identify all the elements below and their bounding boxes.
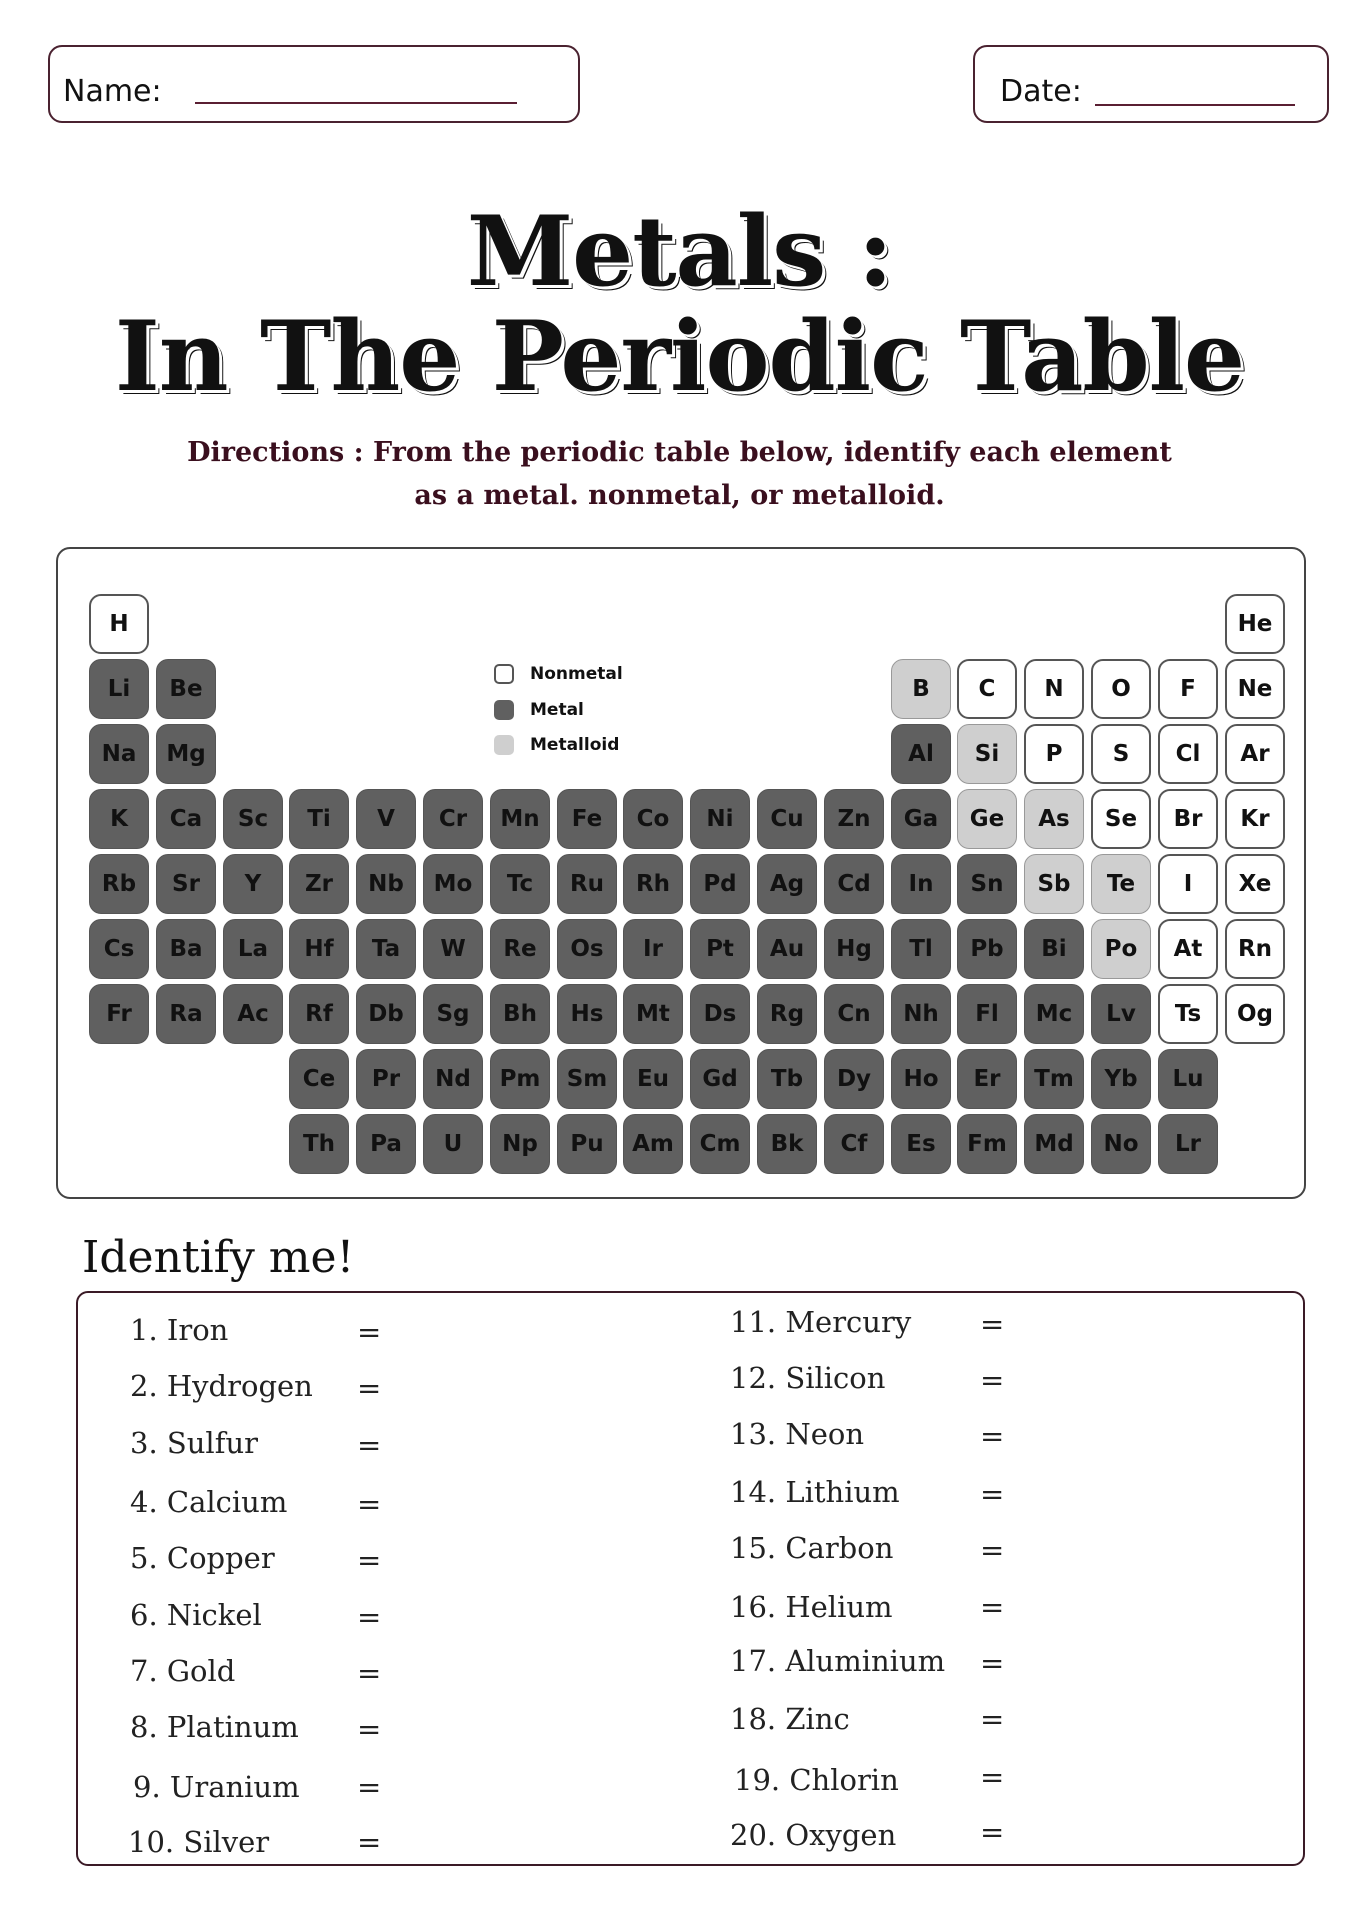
question-item: 11. Mercury bbox=[730, 1305, 912, 1339]
element-hg: Hg bbox=[824, 919, 884, 979]
element-md: Md bbox=[1024, 1114, 1084, 1174]
element-pm: Pm bbox=[490, 1049, 550, 1109]
equals-sign[interactable]: = bbox=[980, 1363, 1005, 1397]
question-item: 2. Hydrogen bbox=[130, 1369, 313, 1403]
element-mg: Mg bbox=[156, 724, 216, 784]
element-rb: Rb bbox=[89, 854, 149, 914]
element-pr: Pr bbox=[356, 1049, 416, 1109]
element-fe: Fe bbox=[557, 789, 617, 849]
legend-metalloid-label: Metalloid bbox=[530, 735, 620, 755]
element-sc: Sc bbox=[223, 789, 283, 849]
element-cl: Cl bbox=[1158, 724, 1218, 784]
element-he: He bbox=[1225, 594, 1285, 654]
question-item: 12. Silicon bbox=[730, 1361, 886, 1395]
equals-sign[interactable]: = bbox=[357, 1770, 382, 1804]
equals-sign[interactable]: = bbox=[980, 1477, 1005, 1511]
identify-heading: Identify me! bbox=[82, 1232, 355, 1283]
element-tl: Tl bbox=[891, 919, 951, 979]
element-la: La bbox=[223, 919, 283, 979]
element-h: H bbox=[89, 594, 149, 654]
element-sm: Sm bbox=[557, 1049, 617, 1109]
element-sn: Sn bbox=[957, 854, 1017, 914]
element-li: Li bbox=[89, 659, 149, 719]
element-in: In bbox=[891, 854, 951, 914]
element-dy: Dy bbox=[824, 1049, 884, 1109]
element-b: B bbox=[891, 659, 951, 719]
element-fr: Fr bbox=[89, 984, 149, 1044]
element-zn: Zn bbox=[824, 789, 884, 849]
element-ca: Ca bbox=[156, 789, 216, 849]
equals-sign[interactable]: = bbox=[357, 1600, 382, 1634]
legend-metal-label: Metal bbox=[530, 700, 584, 720]
equals-sign[interactable]: = bbox=[980, 1646, 1005, 1680]
element-k: K bbox=[89, 789, 149, 849]
element-ga: Ga bbox=[891, 789, 951, 849]
element-lr: Lr bbox=[1158, 1114, 1218, 1174]
element-hf: Hf bbox=[289, 919, 349, 979]
element-re: Re bbox=[490, 919, 550, 979]
element-pd: Pd bbox=[690, 854, 750, 914]
element-te: Te bbox=[1091, 854, 1151, 914]
element-u: U bbox=[423, 1114, 483, 1174]
equals-sign[interactable]: = bbox=[980, 1419, 1005, 1453]
element-yb: Yb bbox=[1091, 1049, 1151, 1109]
element-cf: Cf bbox=[824, 1114, 884, 1174]
element-rh: Rh bbox=[623, 854, 683, 914]
legend-metal-swatch bbox=[494, 700, 514, 720]
element-n: N bbox=[1024, 659, 1084, 719]
element-v: V bbox=[356, 789, 416, 849]
directions-line2: as a metal. nonmetal, or metalloid. bbox=[414, 480, 945, 511]
element-er: Er bbox=[957, 1049, 1017, 1109]
element-gd: Gd bbox=[690, 1049, 750, 1109]
element-mt: Mt bbox=[623, 984, 683, 1044]
element-p: P bbox=[1024, 724, 1084, 784]
element-ir: Ir bbox=[623, 919, 683, 979]
legend-nonmetal-swatch bbox=[494, 664, 514, 684]
element-ta: Ta bbox=[356, 919, 416, 979]
element-cm: Cm bbox=[690, 1114, 750, 1174]
question-item: 5. Copper bbox=[130, 1541, 275, 1575]
question-item: 15. Carbon bbox=[730, 1531, 894, 1565]
equals-sign[interactable]: = bbox=[980, 1815, 1005, 1849]
element-pu: Pu bbox=[557, 1114, 617, 1174]
element-be: Be bbox=[156, 659, 216, 719]
element-y: Y bbox=[223, 854, 283, 914]
element-th: Th bbox=[289, 1114, 349, 1174]
question-item: 13. Neon bbox=[730, 1417, 865, 1451]
element-f: F bbox=[1158, 659, 1218, 719]
question-item: 14. Lithium bbox=[730, 1475, 900, 1509]
legend-metalloid-swatch bbox=[494, 735, 514, 755]
question-item: 1. Iron bbox=[130, 1313, 229, 1347]
element-w: W bbox=[423, 919, 483, 979]
element-sb: Sb bbox=[1024, 854, 1084, 914]
question-item: 4. Calcium bbox=[130, 1485, 288, 1519]
element-tc: Tc bbox=[490, 854, 550, 914]
element-i: I bbox=[1158, 854, 1218, 914]
element-os: Os bbox=[557, 919, 617, 979]
equals-sign[interactable]: = bbox=[357, 1656, 382, 1690]
equals-sign[interactable]: = bbox=[357, 1428, 382, 1462]
element-sg: Sg bbox=[423, 984, 483, 1044]
legend-nonmetal bbox=[494, 664, 623, 684]
element-mn: Mn bbox=[490, 789, 550, 849]
element-og: Og bbox=[1225, 984, 1285, 1044]
element-ru: Ru bbox=[557, 854, 617, 914]
element-ts: Ts bbox=[1158, 984, 1218, 1044]
element-mc: Mc bbox=[1024, 984, 1084, 1044]
element-bk: Bk bbox=[757, 1114, 817, 1174]
element-eu: Eu bbox=[623, 1049, 683, 1109]
element-ce: Ce bbox=[289, 1049, 349, 1109]
element-rf: Rf bbox=[289, 984, 349, 1044]
element-ra: Ra bbox=[156, 984, 216, 1044]
element-lv: Lv bbox=[1091, 984, 1151, 1044]
element-br: Br bbox=[1158, 789, 1218, 849]
page-title-line1: Metals : bbox=[466, 195, 893, 308]
element-co: Co bbox=[623, 789, 683, 849]
element-no: No bbox=[1091, 1114, 1151, 1174]
element-s: S bbox=[1091, 724, 1151, 784]
element-nd: Nd bbox=[423, 1049, 483, 1109]
legend-metalloid bbox=[494, 735, 619, 755]
element-ar: Ar bbox=[1225, 724, 1285, 784]
element-ho: Ho bbox=[891, 1049, 951, 1109]
element-ds: Ds bbox=[690, 984, 750, 1044]
element-si: Si bbox=[957, 724, 1017, 784]
element-ba: Ba bbox=[156, 919, 216, 979]
question-item: 9. Uranium bbox=[133, 1770, 300, 1804]
element-al: Al bbox=[891, 724, 951, 784]
element-pb: Pb bbox=[957, 919, 1017, 979]
element-cr: Cr bbox=[423, 789, 483, 849]
element-tb: Tb bbox=[757, 1049, 817, 1109]
question-item: 3. Sulfur bbox=[130, 1426, 258, 1460]
equals-sign[interactable]: = bbox=[357, 1315, 382, 1349]
element-fl: Fl bbox=[957, 984, 1017, 1044]
equals-sign[interactable]: = bbox=[357, 1712, 382, 1746]
equals-sign[interactable]: = bbox=[357, 1371, 382, 1405]
element-tm: Tm bbox=[1024, 1049, 1084, 1109]
equals-sign[interactable]: = bbox=[357, 1487, 382, 1521]
name-label: Name: bbox=[63, 74, 162, 109]
question-item: 10. Silver bbox=[128, 1825, 270, 1859]
question-item: 17. Aluminium bbox=[730, 1644, 946, 1678]
element-ne: Ne bbox=[1225, 659, 1285, 719]
equals-sign[interactable]: = bbox=[357, 1543, 382, 1577]
element-fm: Fm bbox=[957, 1114, 1017, 1174]
equals-sign[interactable]: = bbox=[980, 1307, 1005, 1341]
element-c: C bbox=[957, 659, 1017, 719]
element-pa: Pa bbox=[356, 1114, 416, 1174]
directions-line1: Directions : From the periodic table below, identify each element bbox=[187, 437, 1172, 468]
element-cs: Cs bbox=[89, 919, 149, 979]
legend-metal bbox=[494, 700, 584, 720]
element-se: Se bbox=[1091, 789, 1151, 849]
element-nb: Nb bbox=[356, 854, 416, 914]
element-at: At bbox=[1158, 919, 1218, 979]
question-item: 19. Chlorin bbox=[734, 1763, 899, 1797]
element-cn: Cn bbox=[824, 984, 884, 1044]
question-item: 18. Zinc bbox=[730, 1702, 850, 1736]
page-title-line2: In The Periodic Table bbox=[114, 300, 1245, 413]
element-lu: Lu bbox=[1158, 1049, 1218, 1109]
question-item: 7. Gold bbox=[130, 1654, 236, 1688]
element-au: Au bbox=[757, 919, 817, 979]
equals-sign[interactable]: = bbox=[980, 1702, 1005, 1736]
element-rn: Rn bbox=[1225, 919, 1285, 979]
element-xe: Xe bbox=[1225, 854, 1285, 914]
equals-sign[interactable]: = bbox=[980, 1533, 1005, 1567]
element-mo: Mo bbox=[423, 854, 483, 914]
question-item: 6. Nickel bbox=[130, 1598, 262, 1632]
element-rg: Rg bbox=[757, 984, 817, 1044]
element-kr: Kr bbox=[1225, 789, 1285, 849]
element-bh: Bh bbox=[490, 984, 550, 1044]
element-as: As bbox=[1024, 789, 1084, 849]
question-item: 16. Helium bbox=[730, 1590, 893, 1624]
element-nh: Nh bbox=[891, 984, 951, 1044]
element-ge: Ge bbox=[957, 789, 1017, 849]
element-bi: Bi bbox=[1024, 919, 1084, 979]
element-cd: Cd bbox=[824, 854, 884, 914]
element-sr: Sr bbox=[156, 854, 216, 914]
date-label: Date: bbox=[1000, 74, 1082, 109]
element-db: Db bbox=[356, 984, 416, 1044]
element-na: Na bbox=[89, 724, 149, 784]
element-pt: Pt bbox=[690, 919, 750, 979]
element-ag: Ag bbox=[757, 854, 817, 914]
equals-sign[interactable]: = bbox=[980, 1760, 1005, 1794]
question-item: 20. Oxygen bbox=[730, 1818, 897, 1852]
element-am: Am bbox=[623, 1114, 683, 1174]
element-ni: Ni bbox=[690, 789, 750, 849]
element-cu: Cu bbox=[757, 789, 817, 849]
equals-sign[interactable]: = bbox=[980, 1590, 1005, 1624]
legend-nonmetal-label: Nonmetal bbox=[530, 664, 623, 684]
element-zr: Zr bbox=[289, 854, 349, 914]
element-po: Po bbox=[1091, 919, 1151, 979]
equals-sign[interactable]: = bbox=[357, 1825, 382, 1859]
element-o: O bbox=[1091, 659, 1151, 719]
element-np: Np bbox=[490, 1114, 550, 1174]
element-es: Es bbox=[891, 1114, 951, 1174]
question-item: 8. Platinum bbox=[130, 1710, 299, 1744]
element-ac: Ac bbox=[223, 984, 283, 1044]
element-ti: Ti bbox=[289, 789, 349, 849]
element-hs: Hs bbox=[557, 984, 617, 1044]
